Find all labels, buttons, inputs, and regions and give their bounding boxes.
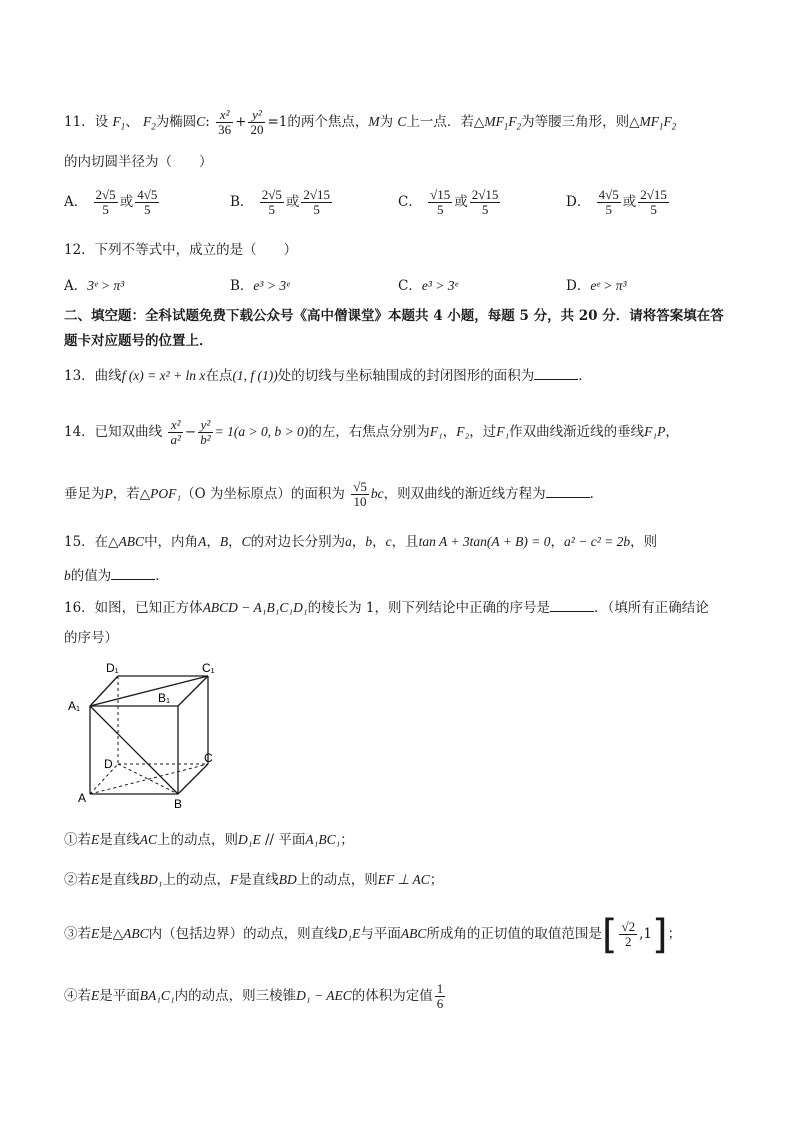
q16-statement-1: ①若E是直线AC上的动点，则D₁E // 平面A₁BC₁； [64, 832, 354, 848]
edge-c1-b1 [178, 676, 208, 706]
q16-answer-blank[interactable] [550, 597, 594, 612]
label-b: B [174, 797, 183, 808]
hidden-d-b [118, 764, 178, 794]
label-b1: B₁ [158, 691, 171, 705]
q14-line1: 14．已知双曲线 $\frac{\text{x²}}{\text{a²}}$ − $\frac{\text{y²}}{\text{b²}}$ = 1(a > 0, b > 0)的左，右焦点分别为F₁，F₂，过F₁作双曲线渐近线的垂线F₁P， [64, 417, 679, 447]
q15-answer-blank[interactable] [111, 565, 155, 580]
label-d: D [104, 757, 113, 771]
ellipse-y-term: $\frac{\text{y²}}{20}$ [250, 107, 264, 137]
q11-option-c: C． $\frac{√15}{5}$ 或 $\frac{2√15}{5}$ [398, 187, 499, 217]
q12-stem: 12．下列不等式中，成立的是（ ） [64, 242, 298, 258]
label-a1: A₁ [68, 699, 81, 713]
edge-b-c [178, 764, 208, 794]
left-bracket: [ [601, 911, 618, 958]
q16-statement-2: ②若E是直线BD₁上的动点，F是直线BD上的动点，则EF ⊥ AC； [64, 872, 444, 888]
q11-line1: 11．设 $F_1$、 $F_2$为椭圆C: $\frac{\text{x²}}{36}$ + $\frac{\text{y²}}{20}$ =1的两个焦点，M为 C上一点．若$\triangle MF_1F_2$为等腰三角形，则$\triangle MF_1F_2$ [64, 107, 677, 137]
q11-line2: 的内切圆半径为（ ） [64, 154, 213, 170]
diag-a1-b [90, 706, 178, 794]
q12-option-d: D．eᵉ > π³ [566, 278, 627, 294]
label-c: C [204, 751, 213, 765]
cube-figure [64, 658, 224, 808]
right-bracket: ] [651, 911, 668, 958]
edge-a1-d1 [90, 676, 118, 706]
q16-line1: 16．如图，已知正方体ABCD − A₁B₁C₁D₁的棱长为 1，则下列结论中正确的序号是 ．（填所有正确结论 [64, 597, 709, 618]
q16-statement-3: ③若E是△ABC内（包括边界）的动点，则直线D₁E与平面ABC所成角的正切值的取值范围是[ $\frac{√2}{2}$ ,1]； [64, 911, 682, 958]
q11-option-d: D． $\frac{4√5}{5}$ 或 $\frac{2√15}{5}$ [566, 187, 667, 217]
q11-option-b: B． $\frac{2√5}{5}$ 或 $\frac{2√15}{5}$ [230, 187, 330, 217]
section2-heading-line1: 二、填空题：全科试题免费下载公众号《高中僧课堂》本题共 4 小题，每题 5 分，共 20 分．请将答案填在答 [64, 308, 724, 324]
diag-a1-c1 [90, 676, 208, 706]
q16-statement-4: ④若E是平面BA₁C₁内的动点，则三棱锥D₁ − AEC的体积为定值 $\frac{1}{6}$ [64, 981, 444, 1011]
label-a: A [78, 791, 87, 805]
label-d1: D₁ [106, 661, 119, 675]
q15-line2: b的值为 ． [64, 565, 169, 586]
section2-heading-line2: 题卡对应题号的位置上． [64, 333, 213, 349]
q13-answer-blank[interactable] [534, 365, 578, 380]
q14-line2: 垂足为P，若△POF₁（O 为坐标原点）的面积为 $\frac{√5}{10}$ bc，则双曲线的渐近线方程为 ． [64, 479, 604, 509]
q13: 13．曲线f (x) = x² + ln x在点(1, f (1))处的切线与坐标轴围成的封闭图形的面积为 ． [64, 365, 592, 386]
q12-option-c: C．e³ > 3ᵉ [398, 278, 459, 294]
q11-number: 11． [64, 114, 95, 130]
q12-option-a: A．3ᵉ > π³ [64, 278, 125, 294]
q12-option-b: B．e³ > 3ᵉ [230, 278, 290, 294]
q15-line1: 15．在△ABC中，内角A，B，C的对边长分别为a，b，c，且tan A + 3tan(A + B) = 0，a² − c² = 2b，则 [64, 534, 658, 550]
q16-line2: 的序号） [64, 630, 118, 646]
ellipse-x-term: $\frac{\text{x²}}{36}$ [218, 107, 232, 137]
q11-option-a: A． $\frac{2√5}{5}$ 或 $\frac{4√5}{5}$ [64, 187, 158, 217]
label-c1: C₁ [202, 661, 215, 675]
q14-answer-blank[interactable] [546, 483, 590, 498]
